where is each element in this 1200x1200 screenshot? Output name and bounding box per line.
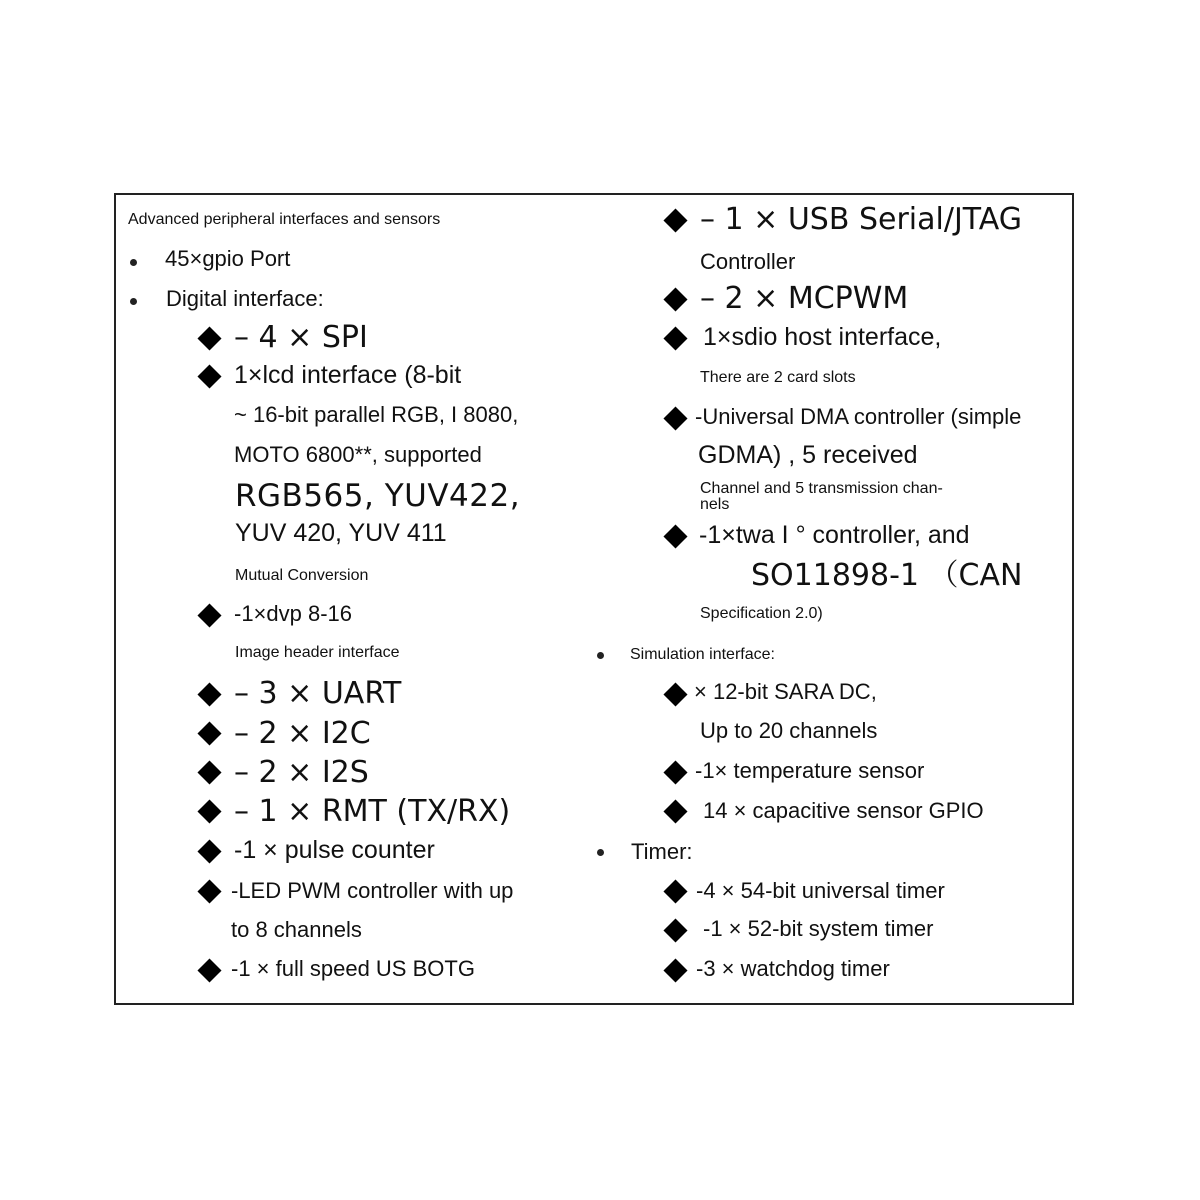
sdio-item: 1×sdio host interface, bbox=[703, 323, 942, 351]
lcd-item-line2: ~ 16-bit parallel RGB, I 8080, bbox=[234, 402, 519, 427]
bullet-icon bbox=[130, 259, 137, 266]
led-pwm-item-line2: to 8 channels bbox=[231, 917, 362, 942]
twai-item-line3: Specification 2.0) bbox=[700, 605, 823, 622]
adc-item-line2: Up to 20 channels bbox=[700, 718, 878, 743]
twai-item: -1×twa I ° controller, and bbox=[699, 521, 970, 549]
gpio-item: 45×gpio Port bbox=[165, 246, 291, 271]
twai-item-line2: SO11898-1 （CAN bbox=[751, 558, 1023, 593]
usb-jtag-item: – 1 × USB Serial/JTAG bbox=[700, 202, 1023, 237]
usb-otg-item: -1 × full speed US BOTG bbox=[231, 956, 475, 981]
universal-timer-item: -4 × 54-bit universal timer bbox=[696, 878, 945, 903]
dvp-item-line2: Image header interface bbox=[235, 644, 400, 661]
temperature-sensor-item: -1× temperature sensor bbox=[695, 758, 925, 783]
timer-item: Timer: bbox=[631, 839, 693, 864]
lcd-item-line6: Mutual Conversion bbox=[235, 567, 369, 584]
usb-jtag-item-line2: Controller bbox=[700, 249, 796, 274]
lcd-item: 1×lcd interface (8-bit bbox=[234, 361, 462, 389]
rmt-item: – 1 × RMT (TX/RX) bbox=[234, 794, 511, 829]
uart-item: – 3 × UART bbox=[234, 676, 402, 711]
lcd-item-line5: YUV 420, YUV 411 bbox=[235, 519, 447, 547]
watchdog-timer-item: -3 × watchdog timer bbox=[696, 956, 890, 981]
dma-item-line3: Channel and 5 transmission chan- bbox=[700, 480, 943, 497]
pulse-counter-item: -1 × pulse counter bbox=[234, 836, 435, 864]
capacitive-sensor-item: 14 × capacitive sensor GPIO bbox=[703, 798, 984, 823]
led-pwm-item: -LED PWM controller with up bbox=[231, 878, 514, 903]
dma-item-line4: nels bbox=[700, 496, 730, 513]
bullet-icon bbox=[597, 652, 604, 659]
spi-item: – 4 × SPI bbox=[234, 320, 368, 355]
dma-item-line2: GDMA) , 5 received bbox=[698, 441, 918, 469]
lcd-item-line4: RGB565, YUV422, bbox=[235, 478, 521, 514]
system-timer-item: -1 × 52-bit system timer bbox=[703, 916, 934, 941]
i2c-item: – 2 × I2C bbox=[234, 716, 371, 751]
dvp-item: -1×dvp 8-16 bbox=[234, 601, 353, 626]
dma-item: -Universal DMA controller (simple bbox=[695, 404, 1022, 429]
section-heading: Advanced peripheral interfaces and sensors bbox=[128, 211, 441, 228]
bullet-icon bbox=[130, 298, 137, 305]
sdio-item-line2: There are 2 card slots bbox=[700, 369, 856, 386]
digital-interface-item: Digital interface: bbox=[166, 286, 324, 311]
adc-item: × 12-bit SARA DC, bbox=[694, 679, 877, 704]
mcpwm-item: – 2 × MCPWM bbox=[700, 281, 909, 316]
lcd-item-line3: MOTO 6800**, supported bbox=[234, 442, 482, 467]
i2s-item: – 2 × I2S bbox=[234, 755, 369, 790]
simulation-interface-item: Simulation interface: bbox=[630, 646, 775, 663]
bullet-icon bbox=[597, 849, 604, 856]
